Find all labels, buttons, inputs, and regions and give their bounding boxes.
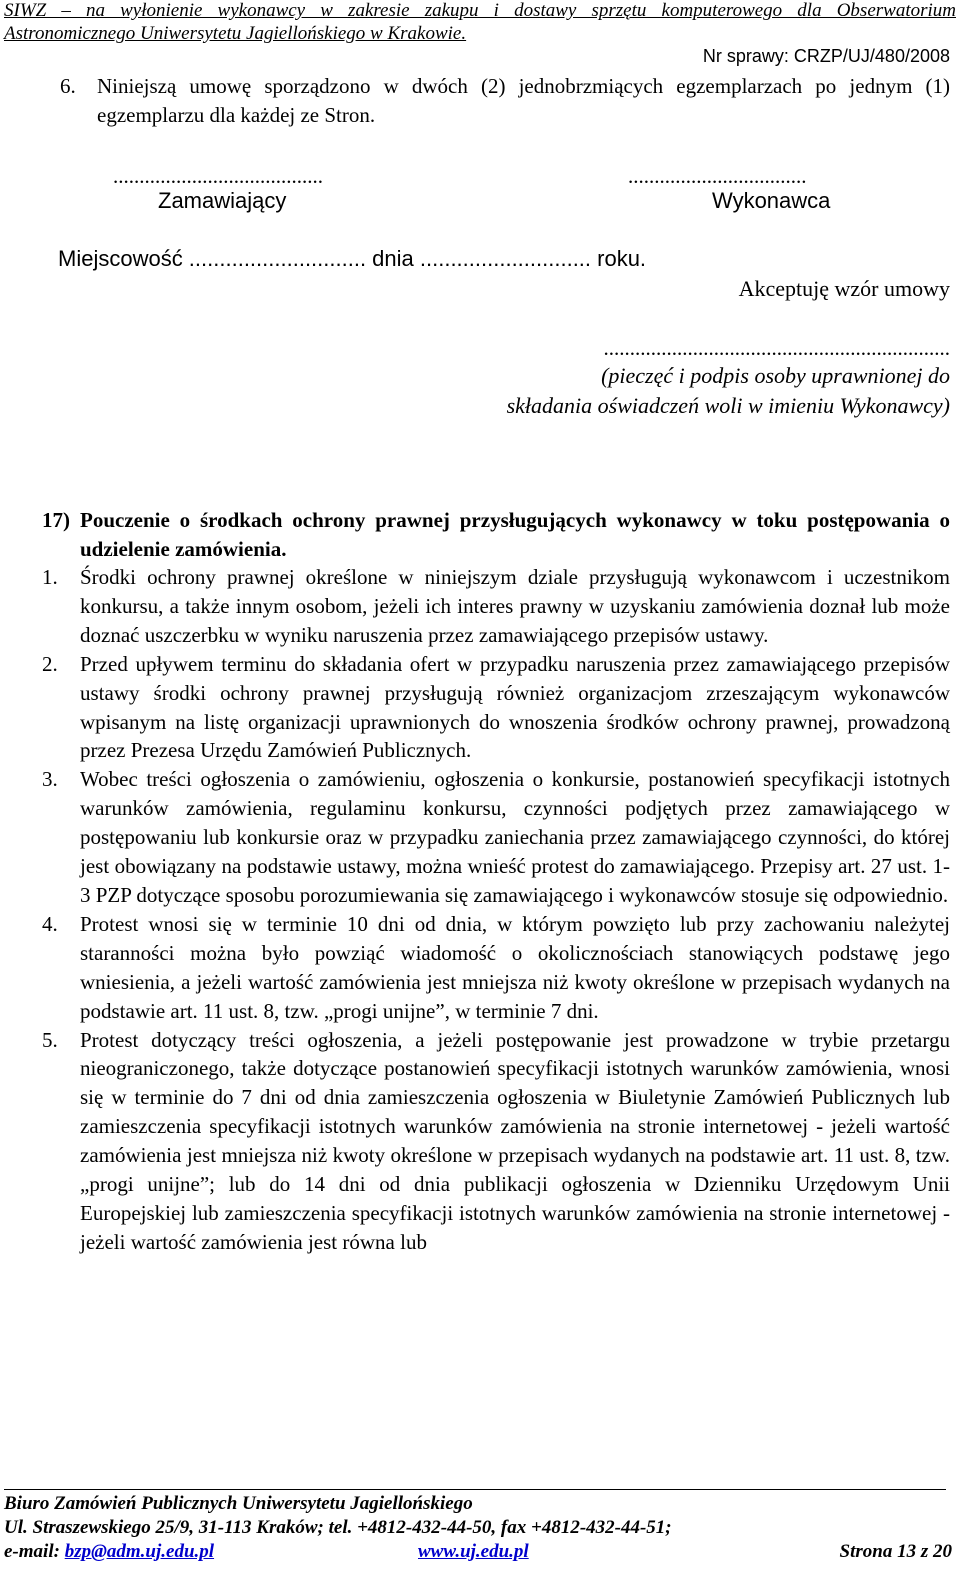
section-17-heading xyxy=(42,506,950,564)
signature-line-left: ........................................ xyxy=(113,164,323,188)
item-number: 3. xyxy=(42,767,58,792)
document-header-title: SIWZ – na wyłonienie wykonawcy w zakresie zakupu i dostawy sprzętu komputerowego dla Obserwatorium xyxy=(4,0,956,21)
footer-email-link[interactable]: bzp@adm.uj.edu.pl xyxy=(64,1541,215,1562)
clause-number: 6. xyxy=(60,74,76,98)
item-text: Przed upływem terminu do składania ofert w przypadku naruszenia przez zamawiającego przepisów ustawy środki ochrony prawnej przysługują również organizacjom zrzeszającym wykonawców wpisanym na listę organizacji uprawnionych do wnoszenia środków ochrony prawnej, prowadzoną przez Prezesa Urzędu Zamówień Publicznych. xyxy=(80,651,950,763)
list-item xyxy=(42,650,950,766)
signature-label-contractor: Wykonawca xyxy=(712,188,831,213)
accept-contract-line: Akceptuję wzór umowy xyxy=(738,276,950,301)
item-number: 1. xyxy=(42,565,58,589)
list-item xyxy=(42,1026,950,1257)
footer-email-label: e-mail: xyxy=(4,1541,60,1562)
footer-website-link[interactable]: www.uj.edu.pl xyxy=(418,1541,529,1562)
item-text: Środki ochrony prawnej określone w niniejszym dziale przysługują wykonawcom i uczestnikom konkursu, a także innym osobom, jeżeli ich interes prawny w uzyskaniu zamówienia doznał lub może doznać uszczerbku w wyniku naruszenia przez zamawiającego przepisów ustawy. xyxy=(80,565,950,647)
clause-text: Niniejszą umowę sporządzono w dwóch (2) jednobrzmiących egzemplarzach po jednym (1) egzemplarzu dla każdej ze Stron. xyxy=(97,74,950,127)
stamp-signature-line: .................................................................. xyxy=(603,336,950,360)
item-text: Protest wnosi się w terminie 10 dni od dnia, w którym powzięto lub przy zachowaniu należytej staranności można było powziąć wiadomość o okolicznościach stanowiących podstawę jego wniesienia, a jeżeli wartość zamówienia jest mniejsza niż kwoty określone w przepisach wydanych na podstawie art. 11 ust. 8, tzw. „progi unijne”, w terminie 7 dni. xyxy=(80,911,950,1023)
list-item xyxy=(42,910,950,1026)
document-header-subtitle: Astronomicznego Uniwersytetu Jagiellońskiego w Krakowie. xyxy=(4,23,467,44)
signature-label-ordering-party: Zamawiający xyxy=(158,188,287,213)
stamp-caption-line1: (pieczęć i podpis osoby uprawnionej do xyxy=(601,363,950,388)
list-item xyxy=(42,765,950,910)
signature-line-right: .................................. xyxy=(628,164,807,188)
section-number: 17) xyxy=(42,508,70,532)
item-text: Wobec treści ogłoszenia o zamówieniu, ogłoszenia o konkursie, postanowień specyfikacji istotnych warunków zamówienia, regulaminu konkursu, czynności podjętych przez zamawiającego w postępowaniu lub konkursie oraz w przypadku zaniechania przez zamawiającego czynności, do której jest obowiązany na podstawie ustawy, można wnieść protest do zamawiającego. Przepisy art. 27 ust. 1-3 PZP dotyczące sposobu porozumiewania się zamawiającego i wykonawców stosuje się odpowiednio. xyxy=(80,767,950,907)
page-number: Strona 13 z 20 xyxy=(839,1541,952,1562)
item-number: 5. xyxy=(42,1027,58,1052)
item-number: 4. xyxy=(42,911,58,936)
item-number: 2. xyxy=(42,651,58,676)
case-number: Nr sprawy: CRZP/UJ/480/2008 xyxy=(702,46,950,66)
footer-address: Ul. Straszewskiego 25/9, 31-113 Kraków; tel. +4812-432-44-50, fax +4812-432-44-51; xyxy=(4,1517,672,1538)
list-item xyxy=(42,563,950,650)
place-date-line: Miejscowość ............................. dnia ............................ roku. xyxy=(58,246,647,271)
footer-divider xyxy=(4,1489,946,1490)
section-17-items xyxy=(42,563,950,1257)
item-text: Protest dotyczący treści ogłoszenia, a jeżeli postępowanie jest prowadzone w trybie przetargu nieograniczonego, także dotyczące postanowień specyfikacji istotnych warunków zamówienia, wnosi się w terminie do 7 dni od dnia zamieszczenia ogłoszenia w Biuletynie Zamówień Publicznych lub zamieszczenia specyfikacji istotnych warunków zamówienia na stronie internetowej - jeżeli wartość zamówienia jest mniejsza niż kwoty określone w przepisach wydanych na podstawie art. 11 ust. 8, tzw. „progi unijne”; lub do 14 dni od dnia publikacji ogłoszenia w Dzienniku Urzędowym Unii Europejskiej lub zamieszczenia specyfikacji istotnych warunków zamówienia na stronie internetowej - jeżeli wartość zamówienia jest równa lub xyxy=(80,1027,950,1254)
clause-6 xyxy=(60,72,950,130)
stamp-caption-line2: składania oświadczeń woli w imieniu Wykonawcy) xyxy=(506,393,950,418)
footer-contact-line xyxy=(4,1540,952,1564)
section-title: Pouczenie o środkach ochrony prawnej przysługujących wykonawcy w toku postępowania o udzielenie zamówienia. xyxy=(80,508,950,561)
footer-office-name: Biuro Zamówień Publicznych Uniwersytetu Jagiellońskiego xyxy=(4,1493,473,1514)
